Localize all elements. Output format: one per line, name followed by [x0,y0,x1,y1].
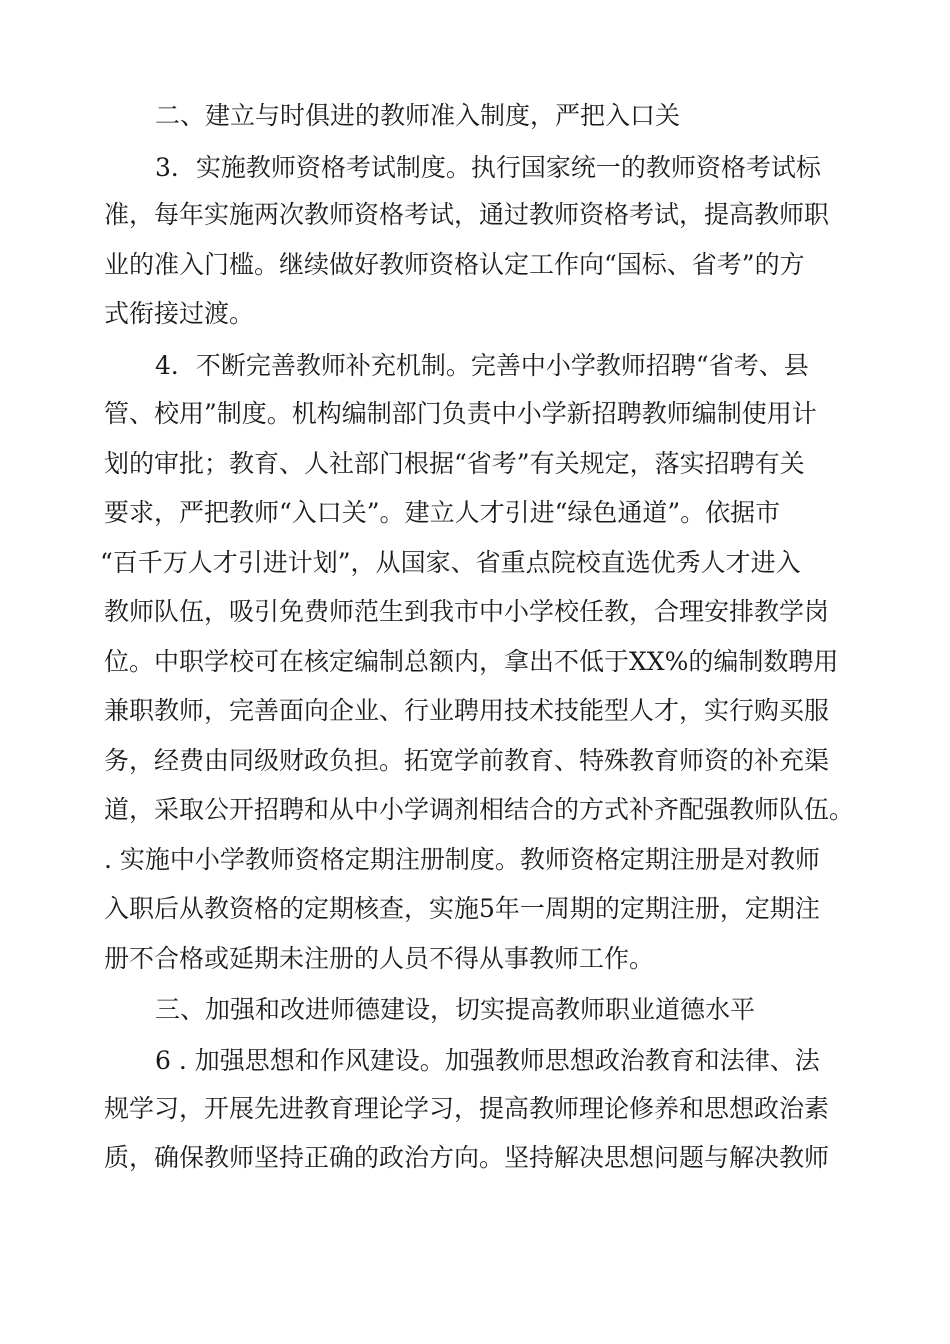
paragraph-line: 道，采取公开招聘和从中小学调剂相结合的方式补齐配强教师队伍。 [104,795,855,824]
paragraph-line: 业的准入门槛。继续做好教师资格认定工作向“国标、省考”的方 [104,250,805,279]
paragraph-line: 管、校用”制度。机构编制部门负责中小学新招聘教师编制使用计 [104,399,817,428]
paragraph-line: 兼职教师，完善面向企业、行业聘用技术技能型人才，实行购买服 [104,696,830,725]
paragraph-line: 要求，严把教师“入口关”。建立人才引进“绿色通道”。依据市 [104,498,781,527]
paragraph-line: 规学习，开展先进教育理论学习，提高教师理论修养和思想政治素 [104,1094,830,1123]
paragraph-line: 入职后从教资格的定期核查，实施5年一周期的定期注册，定期注 [104,894,820,923]
paragraph-line: 册不合格或延期未注册的人员不得从事教师工作。 [104,944,655,973]
paragraph-line: . 实施中小学教师资格定期注册制度。教师资格定期注册是对教师 [104,845,820,874]
paragraph-line: 3．实施教师资格考试制度。执行国家统一的教师资格考试标 [155,153,821,182]
paragraph-line: 6 . 加强思想和作风建设。加强教师思想政治教育和法律、法 [155,1046,820,1075]
paragraph-line: 教师队伍，吸引免费师范生到我市中小学校任教，合理安排教学岗 [104,597,830,626]
section-heading-3: 三、加强和改进师德建设，切实提高教师职业道德水平 [155,995,756,1024]
paragraph-line: 位。中职学校可在核定编制总额内，拿出不低于XX%的编制数聘用 [104,647,839,676]
paragraph-line: 式衔接过渡。 [104,299,255,328]
paragraph-line: “百千万人才引进计划”，从国家、省重点院校直选优秀人才进入 [100,548,801,577]
paragraph-line: 划的审批；教育、人社部门根据“省考”有关规定，落实招聘有关 [104,449,805,478]
paragraph-line: 4．不断完善教师补充机制。完善中小学教师招聘“省考、县 [155,351,809,380]
paragraph-line: 质，确保教师坚持正确的政治方向。坚持解决思想问题与解决教师 [104,1143,830,1172]
paragraph-line: 务，经费由同级财政负担。拓宽学前教育、特殊教育师资的补充渠 [104,746,830,775]
paragraph-line: 准，每年实施两次教师资格考试，通过教师资格考试，提高教师职 [104,200,830,229]
section-heading-2: 二、建立与时俱进的教师准入制度，严把入口关 [155,101,681,130]
